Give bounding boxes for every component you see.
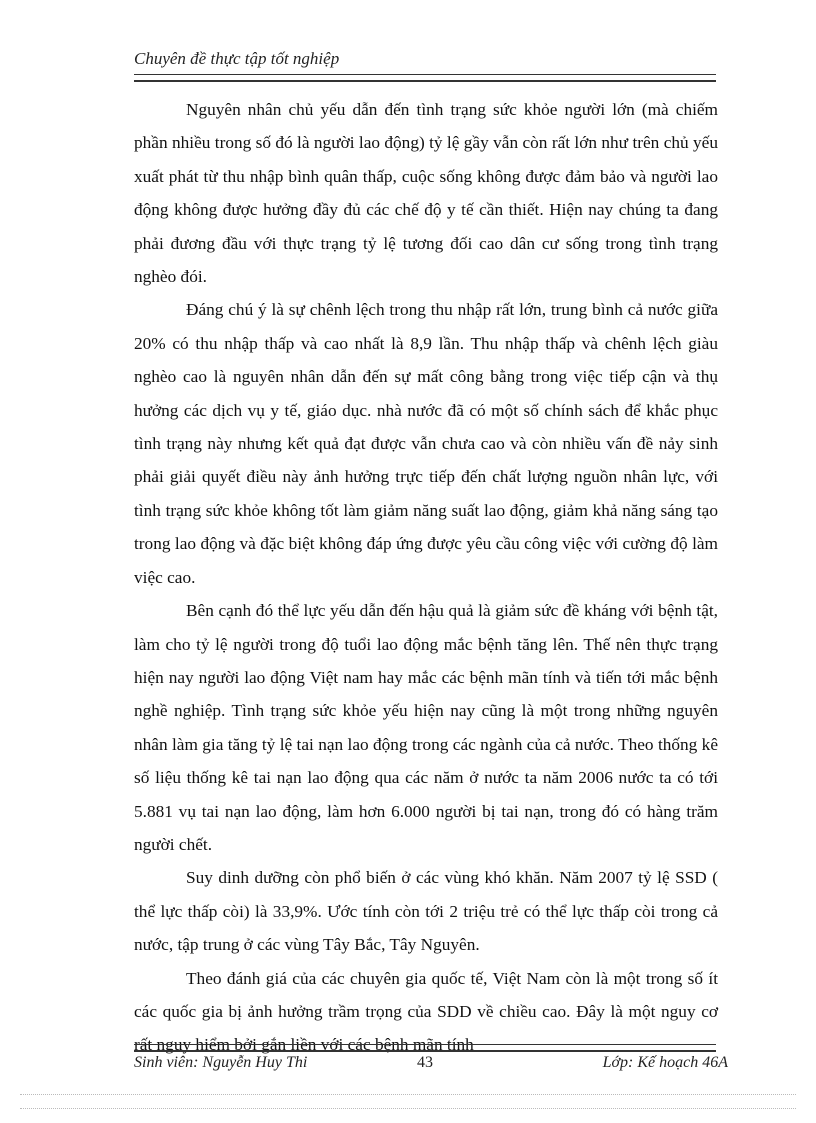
footer-divider [134,1044,716,1052]
footer-class: Lớp: Kế hoạch 46A [602,1054,728,1071]
header-title: Chuyên đề thực tập tốt nghiệp [134,49,340,68]
page-edge-dotted-line [20,1108,796,1109]
footer-student: Sinh viên: Nguyễn Huy Thi [134,1054,308,1071]
paragraph: Theo đánh giá của các chuyên gia quốc tế, Việt Nam còn là một trong số ít các quốc gia bị ảnh hưởng trầm trọng của SDD về chiều cao. Đây là một nguy cơ rất nguy hiểm bởi gắn liền với các bệnh mãn tính [134,968,718,1055]
header-divider [134,74,716,82]
paragraph: Nguyên nhân chủ yếu dẫn đến tình trạng sức khỏe người lớn (mà chiếm phần nhiều trong số đó là người lao động) tỷ lệ gầy vẫn còn rất lớn như trên chủ yếu xuất phát từ thu nhập bình quân thấp, cuộc sống không được đảm bảo và người lao động không được hưởng đầy đủ các chế độ y tế cần thiết. Hiện nay chúng ta đang phải đương đầu với thực trạng tỷ lệ tương đối cao dân cư sống trong tình trạng nghèo đói. [134,100,718,287]
body-text [134,93,718,1062]
paragraph: Bên cạnh đó thể lực yếu dẫn đến hậu quả là giảm sức đề kháng với bệnh tật, làm cho tỷ lệ người trong độ tuổi lao động mắc bệnh tăng lên. Thế nên thực trạng hiện nay người lao động Việt nam hay mắc các bệnh mãn tính và tiến tới mắc bệnh nghề nghiệp. Tình trạng sức khỏe yếu hiện nay cũng là một trong những nguyên nhân làm gia tăng tỷ lệ tai nạn lao động trong các ngành của cả nước. Theo thống kê số liệu thống kê tai nạn lao động qua các năm ở nước ta năm 2006 nước ta có tới 5.881 vụ tai nạn lao động, làm hơn 6.000 người bị tai nạn, trong đó có hàng trăm người chết. [134,601,718,854]
page-edge-dotted-line [20,1094,796,1095]
page-number: 43 [417,1054,433,1071]
paragraph: Suy dinh dưỡng còn phổ biến ở các vùng khó khăn. Năm 2007 tỷ lệ SSD ( thể lực thấp còi) là 33,9%. Ước tính còn tới 2 triệu trẻ có thể lực thấp còi trong cả nước, tập trung ở các vùng Tây Bắc, Tây Nguyên. [134,868,718,955]
paragraph: Đáng chú ý là sự chênh lệch trong thu nhập rất lớn, trung bình cả nước giữa 20% có thu nhập thấp và cao nhất là 8,9 lần. Thu nhập thấp và chênh lệch giàu nghèo cao là nguyên nhân dẫn đến sự mất công bằng trong việc tiếp cận và thụ hưởng các dịch vụ y tế, giáo dục. nhà nước đã có một số chính sách để khắc phục tình trạng này nhưng kết quả đạt được vẫn chưa cao và còn nhiều vấn đề nảy sinh phải giải quyết điều này ảnh hưởng trực tiếp đến chất lượng nguồn nhân lực, với tình trạng sức khỏe không tốt làm giảm năng suất lao động, giảm khả năng sáng tạo trong lao động và đặc biệt không đáp ứng được yêu cầu công việc với cường độ làm việc cao. [134,300,718,587]
page-header [134,48,716,70]
page-footer [134,1054,728,1078]
